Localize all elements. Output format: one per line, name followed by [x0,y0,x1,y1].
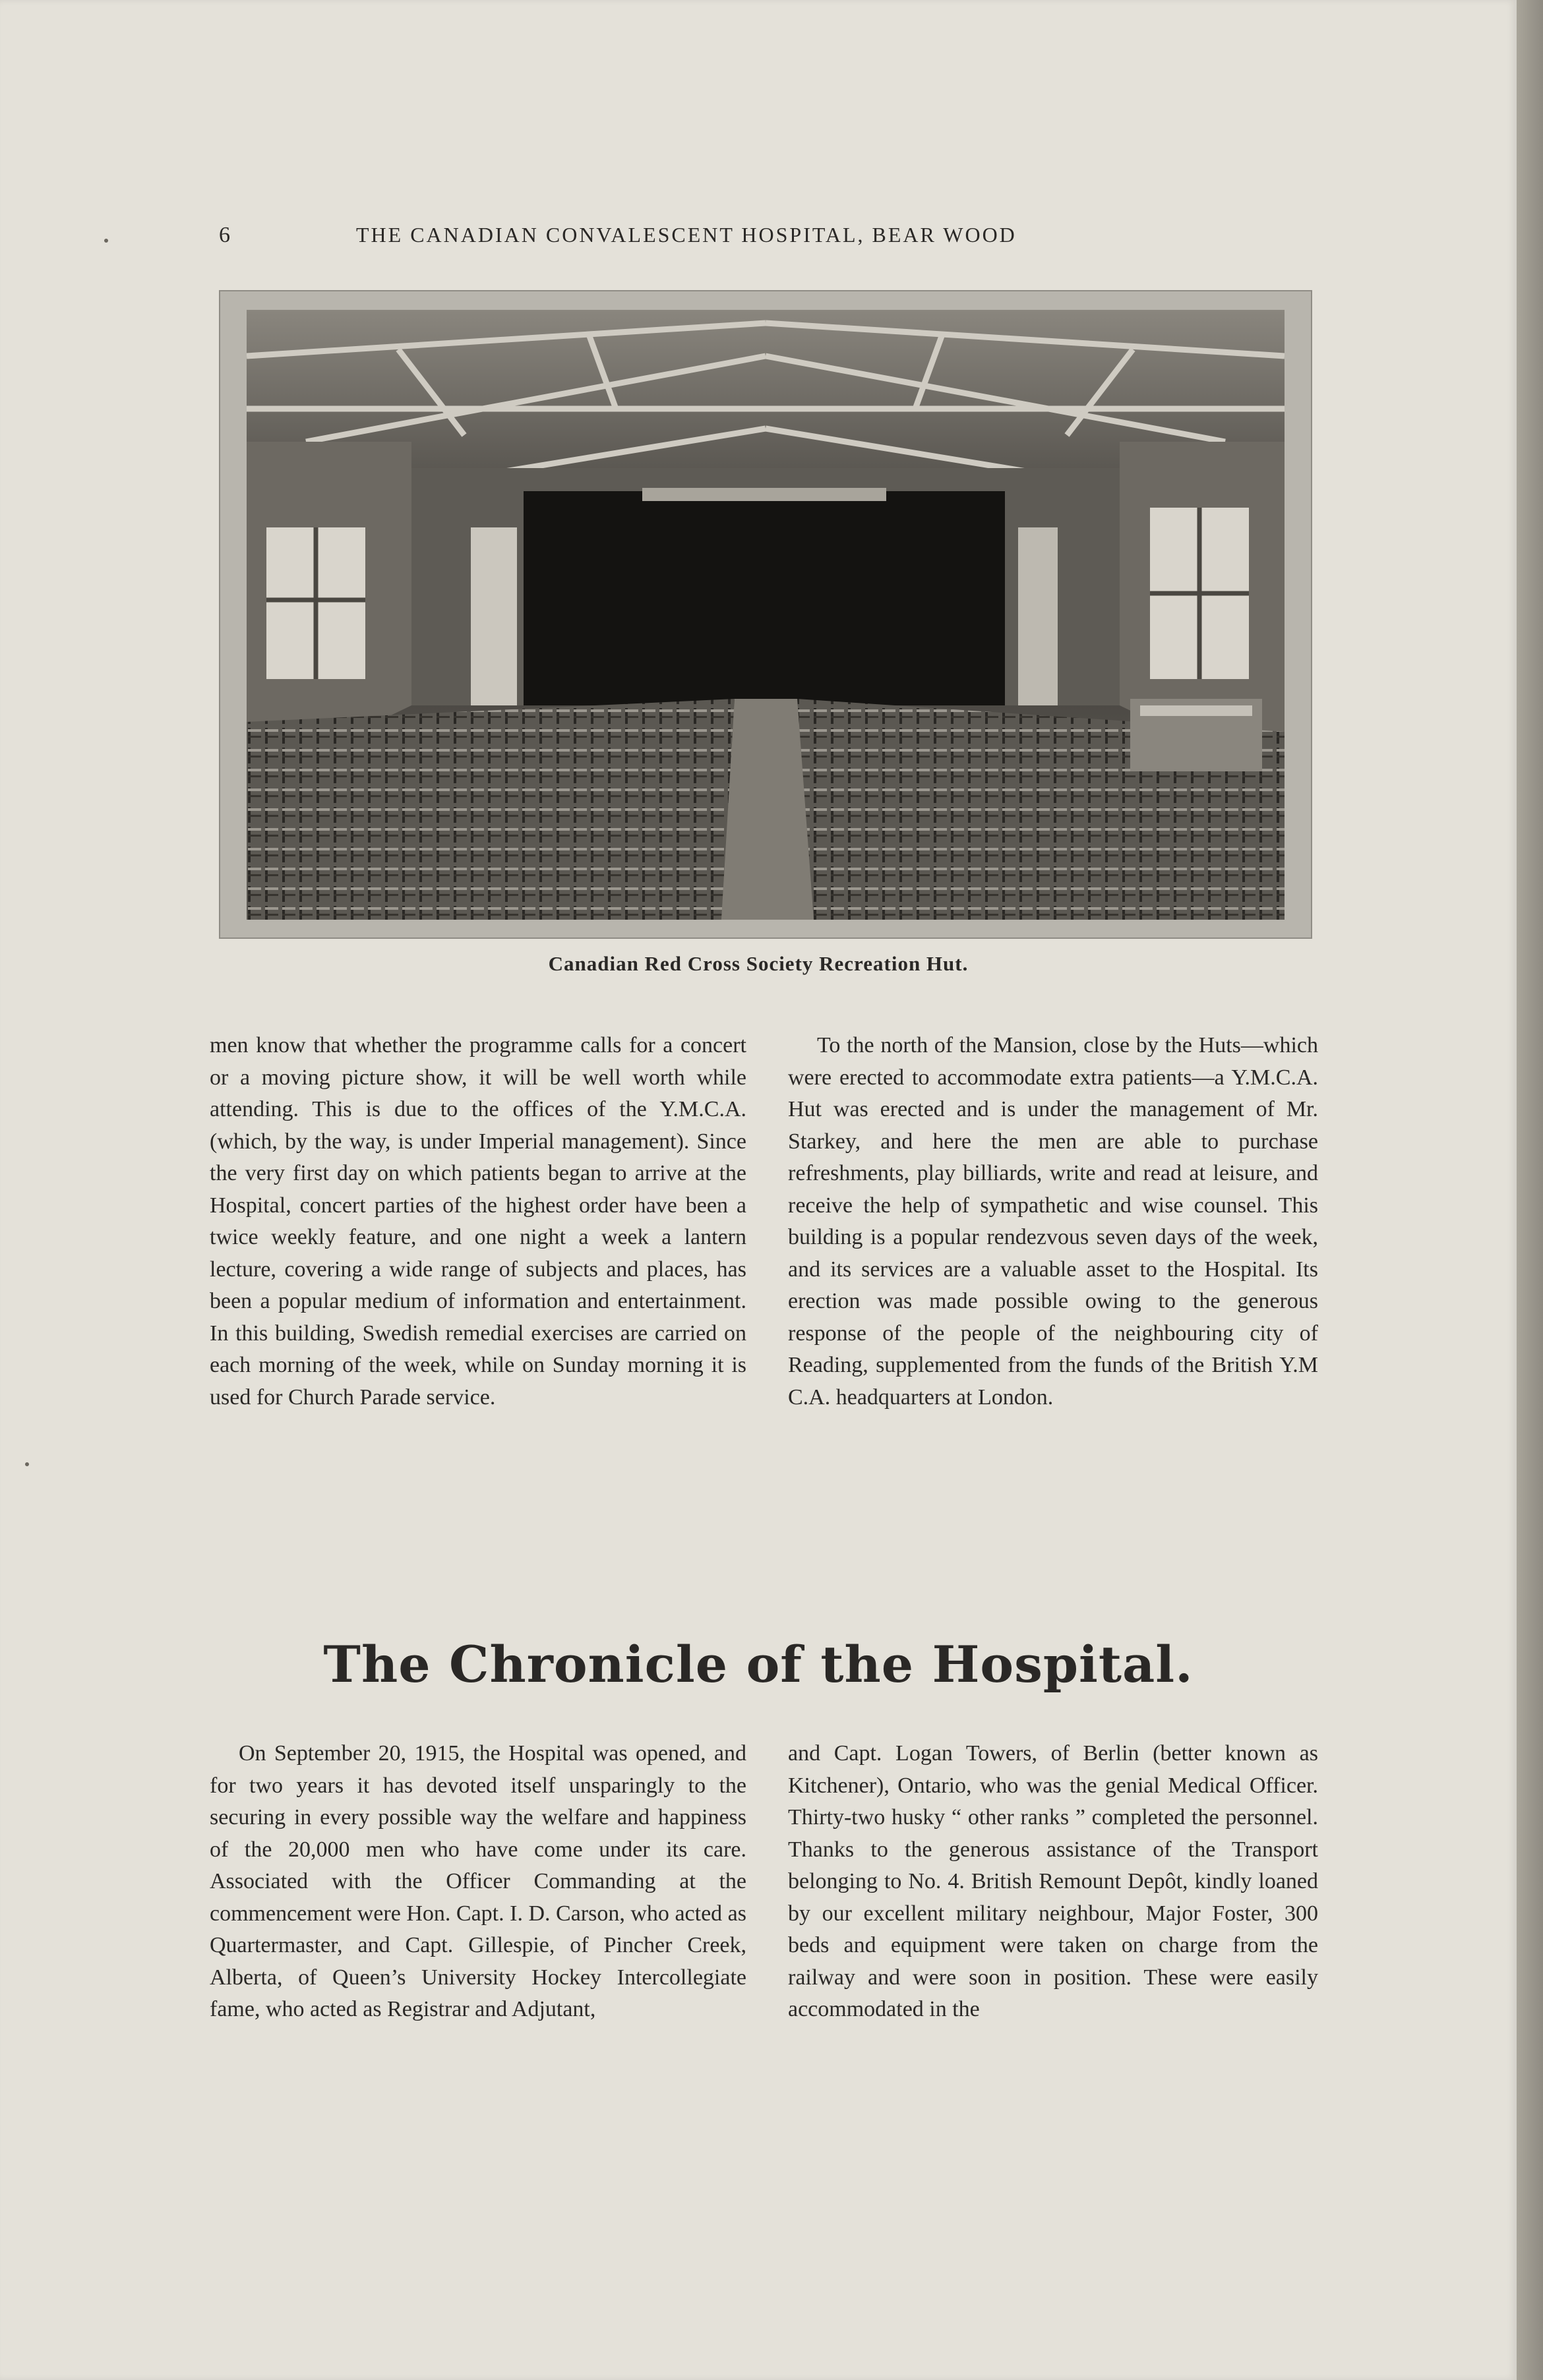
article-left-column [210,1030,746,1413]
article-right-paragraph: To the north of the Mansion, close by the Huts—which were erected to accommodate extra patients—a Y.M.C.A. Hut was erected and is under the management of Mr. Starkey, and here the men are able to purchase refreshments, play billiards, write and read at leisure, and receive the help of sympathetic and wise counsel. This building is a popular rendezvous seven days of the week, and its services are a valuable asset to the Hospital. Its erection was made possible owing to the generous response of the people of the neighbouring city of Reading, supplemented from the funds of the British Y.M C.A. headquarters at London. [788,1033,1318,1410]
margin-speck [104,239,108,243]
article-left-paragraph: men know that whether the programme calls for a concert or a moving picture show, it will be well worth while attending. This is due to the offices of the Y.M.C.A. (which, by the way, is under Imperial management). Since the very first day on which patients began to arrive at the Hospital, concert parties of the highest order have been a twice weekly feature, and one night a week a lantern lecture, covering a wide range of subjects and places, has been a popular medium of information and entertainment. In this building, Swedish remedial exercises are carried on each morning of the week, while on Sunday morning it is used for Church Parade service. [210,1033,746,1410]
chronicle-right-column [788,1738,1318,2026]
hall-interior-illustration [247,310,1285,920]
chronicle-right-paragraph: and Capt. Logan Towers, of Berlin (better known as Kitchener), Ontario, who was the genial Medical Officer. Thirty-two husky “ other ranks ” completed the personnel. Thanks to the generous assistance of the Transport belonging to No. 4. British Remount Depôt, kindly loaned by our excellent military neighbour, Major Foster, 300 beds and equipment were taken on charge from the railway and were soon in position. These were easily accommodated in the [788,1741,1318,2021]
figure-caption: Canadian Red Cross Society Recreation Hut. [548,952,969,975]
margin-speck [25,1462,29,1466]
article-right-column [788,1030,1318,1413]
page-edge [1517,0,1543,2380]
chronicle-left-paragraph: On September 20, 1915, the Hospital was opened, and for two years it has devoted itself unsparingly to the securing in every possible way the welfare and happiness of the 20,000 men who have come under its care. Associated with the Officer Commanding at the commencement were Hon. Capt. I. D. Carson, who acted as Quartermaster, and Capt. Gillespie, of Pincher Creek, Alberta, of Queen’s University Hockey Intercollegiate fame, who acted as Registrar and Adjutant, [210,1741,746,2021]
chronicle-left-column [210,1738,746,2026]
photo-frame [219,290,1312,939]
page-number: 6 [219,223,231,247]
running-head [211,223,1161,256]
running-title: THE CANADIAN CONVALESCENT HOSPITAL, BEAR WOOD [356,223,1017,247]
chronicle-heading: The Chronicle of the Hospital. [323,1635,1194,1694]
recreation-hut-photo [247,310,1285,920]
